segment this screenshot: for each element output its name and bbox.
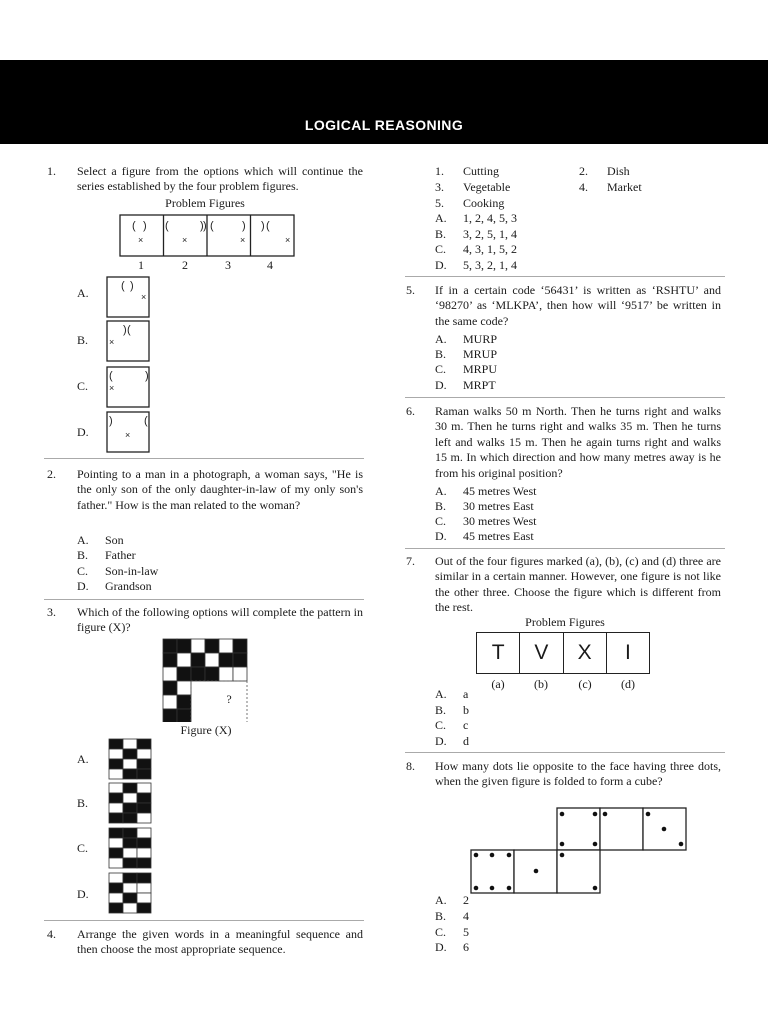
svg-text:×: × [125, 430, 131, 440]
svg-text:(: ( [165, 220, 169, 232]
question-7-label-c: (c) [578, 677, 592, 691]
question-1-number: 1. [47, 164, 56, 178]
question-1-option-a-letter: A. [77, 286, 89, 300]
question-6-text: Raman walks 50 m North. Then he turns right and walks 30 m. Then he turns right and walks 35 m. Then he turns left and walks 15 m. Then he again turns right and walks 15 m. In which direction and how many metres away is he from his original position? [435, 404, 721, 480]
question-1-option-b-figure[interactable] [106, 320, 150, 362]
question-1-figure-label-3: 3 [225, 258, 231, 272]
svg-text:×: × [109, 337, 115, 347]
question-1-option-a-figure[interactable] [106, 276, 150, 318]
divider [44, 458, 364, 459]
svg-text:(: ( [266, 220, 270, 232]
question-5-option-a[interactable]: A. MURP [435, 332, 498, 346]
question-5-option-b[interactable]: B. MRUP [435, 347, 498, 361]
question-5-number: 5. [406, 283, 415, 297]
question-4-word-5: 5. Cooking [435, 196, 505, 210]
question-3-option-b-letter: B. [77, 796, 89, 810]
question-6-option-b[interactable]: B. 30 metres East [435, 499, 534, 513]
question-3-option-a-letter: A. [77, 752, 89, 766]
svg-text:×: × [182, 235, 188, 245]
question-6-option-c[interactable]: C. 30 metres West [435, 514, 537, 528]
divider [405, 276, 725, 277]
question-3-caption: Figure (X) [180, 723, 232, 737]
svg-text:(: ( [144, 415, 148, 427]
svg-text:): ) [145, 370, 149, 382]
question-3-missing-mark: ? [226, 692, 232, 706]
svg-text:×: × [109, 383, 115, 393]
question-7-problem-figures [476, 632, 650, 674]
question-7-label-b: (b) [534, 677, 548, 691]
question-4-word-3: 3. Vegetable [435, 180, 511, 194]
question-7-caption: Problem Figures [525, 615, 605, 629]
svg-text:(: ( [121, 280, 125, 292]
question-8-option-a[interactable]: A. 2 [435, 893, 469, 907]
divider [44, 920, 364, 921]
question-8-option-b[interactable]: B. 4 [435, 909, 469, 923]
question-7-label-a: (a) [491, 677, 505, 691]
svg-text:(: ( [109, 370, 113, 382]
divider [405, 752, 725, 753]
question-3-text: Which of the following options will complete the pattern in figure (X)? [77, 605, 363, 635]
divider [44, 599, 364, 600]
svg-text:×: × [285, 235, 291, 245]
question-4-option-a[interactable]: A. 1, 2, 4, 5, 3 [435, 211, 517, 225]
question-6-option-d[interactable]: D. 45 metres East [435, 529, 534, 543]
svg-text:(: ( [210, 220, 214, 232]
svg-text:×: × [240, 235, 246, 245]
question-7-option-b[interactable]: B. b [435, 703, 469, 717]
question-1-caption: Problem Figures [165, 196, 245, 210]
question-2-text: Pointing to a man in a photograph, a woman says, "He is the only son of the only daughter-in-law of my only son's father." How is the man related to the woman? [77, 467, 363, 512]
question-1-option-c-letter: C. [77, 379, 89, 393]
question-6-option-a[interactable]: A. 45 metres West [435, 484, 537, 498]
question-3-option-c-figure[interactable] [108, 827, 152, 869]
question-5-option-d[interactable]: D. MRPT [435, 378, 496, 392]
question-8-text: How many dots lie opposite to the face having three dots, when the given figure is folded to form a cube? [435, 759, 721, 789]
question-4-option-b[interactable]: B. 3, 2, 5, 1, 4 [435, 227, 517, 241]
question-7-option-d[interactable]: D. d [435, 734, 469, 748]
question-4-word-2: 2. Dish [579, 164, 630, 178]
question-1-option-d-figure[interactable] [106, 411, 150, 453]
question-7-option-c[interactable]: C. c [435, 718, 469, 732]
question-3-option-d-figure[interactable] [108, 872, 152, 914]
divider [405, 397, 725, 398]
svg-text:): ) [242, 220, 246, 232]
question-2-option-c[interactable]: C. Son-in-law [77, 564, 159, 578]
divider [405, 548, 725, 549]
question-8-option-c[interactable]: C. 5 [435, 925, 469, 939]
question-7-number: 7. [406, 554, 415, 568]
question-5-option-c[interactable]: C. MRPU [435, 362, 498, 376]
question-4-word-1: 1. Cutting [435, 164, 500, 178]
svg-text:): ) [203, 220, 207, 232]
question-3-number: 3. [47, 605, 56, 619]
question-7-option-a[interactable]: A. a [435, 687, 469, 701]
question-1-option-c-figure[interactable] [106, 366, 150, 408]
question-4-option-c[interactable]: C. 4, 3, 1, 5, 2 [435, 242, 517, 256]
header-banner [0, 60, 768, 144]
question-2-option-a[interactable]: A. Son [77, 533, 124, 547]
question-7-text: Out of the four figures marked (a), (b), (c) and (d) three are similar in a certain manner. However, one figure is not like the other three. Choose the figure which is different from the rest. [435, 554, 721, 615]
question-5-text: If in a certain code ‘56431’ is written as ‘RSHTU’ and ‘98270’ as ‘MLKPA’, then how will ‘9517’ be written in the same code? [435, 283, 721, 328]
question-1-figure-label-2: 2 [182, 258, 188, 272]
question-7-figure-a: T [477, 633, 520, 673]
svg-text:(: ( [132, 220, 136, 232]
question-2-number: 2. [47, 467, 56, 481]
question-8-option-d[interactable]: D. 6 [435, 940, 469, 954]
svg-text:×: × [141, 292, 147, 302]
question-4-number: 4. [47, 927, 56, 941]
question-4-option-d[interactable]: D. 5, 3, 2, 1, 4 [435, 258, 517, 272]
question-4-word-4: 4. Market [579, 180, 642, 194]
svg-text:): ) [130, 280, 134, 292]
question-3-option-a-figure[interactable] [108, 738, 152, 780]
question-6-number: 6. [406, 404, 415, 418]
question-1-figure-label-1: 1 [138, 258, 144, 272]
question-7-label-d: (d) [621, 677, 635, 691]
question-3-option-d-letter: D. [77, 887, 89, 901]
svg-text:): ) [143, 220, 147, 232]
svg-text:): ) [109, 415, 113, 427]
question-2-option-b[interactable]: B. Father [77, 548, 136, 562]
question-1-text: Select a figure from the options which will continue the series established by the four problem figures. [77, 164, 363, 194]
svg-text:): ) [261, 220, 265, 232]
question-1-problem-figures [119, 214, 295, 257]
svg-text:×: × [138, 235, 144, 245]
question-1-figure-label-4: 4 [267, 258, 273, 272]
question-7-figure-b: V [520, 633, 563, 673]
svg-text:): ) [123, 324, 127, 336]
question-7-figure-c: X [564, 633, 607, 673]
svg-text:): ) [200, 220, 204, 232]
question-2-option-d[interactable]: D. Grandson [77, 579, 152, 593]
svg-text:(: ( [127, 324, 131, 336]
question-7-figure-d: I [624, 641, 631, 665]
question-3-option-c-letter: C. [77, 841, 89, 855]
question-1-option-d-letter: D. [77, 425, 89, 439]
question-8-number: 8. [406, 759, 415, 773]
question-3-pattern-figure [162, 638, 250, 722]
question-8-cube-net [470, 807, 688, 895]
question-4-text: Arrange the given words in a meaningful sequence and then choose the most appropriate sequence. [77, 927, 363, 957]
question-1-option-b-letter: B. [77, 333, 89, 347]
question-3-option-b-figure[interactable] [108, 782, 152, 824]
page-title: LOGICAL REASONING [304, 117, 464, 133]
